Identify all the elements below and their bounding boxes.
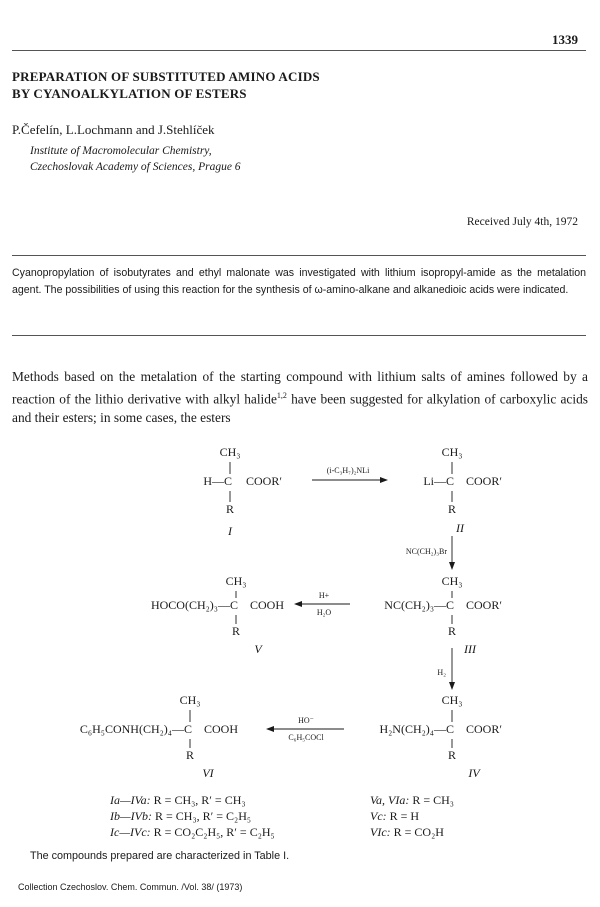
compound-I-top: CH₃: [219, 445, 241, 459]
compound-VI-top: CH₃: [179, 693, 201, 707]
compound-IV-left: H₂N(CH₂)₄—C: [379, 722, 454, 736]
compound-III-right: COOR′: [466, 598, 502, 612]
body-part-2: have been suggested for alkylation of carboxylic acids and their esters; in some cases, the esters: [12, 391, 588, 426]
definition-row: [110, 792, 275, 808]
arrow-1-head: [380, 477, 388, 483]
page-number: 1339: [552, 32, 578, 47]
affiliation: [30, 143, 241, 175]
received-date: Received July 4th, 1972: [466, 216, 578, 228]
compound-III-left: NC(CH₂)₃—C: [384, 598, 454, 612]
compound-VI-left: C₆H₅CONH(CH₂)₄—C: [79, 722, 192, 736]
reagent-5b: C₆H₅COCl: [288, 733, 324, 742]
compound-II-bottom: R: [447, 502, 457, 516]
definition-text: R = CH₃, R′ = C₂H₅: [152, 809, 252, 823]
compound-II-left: Li—C: [423, 474, 454, 488]
abstract: Cyanopropylation of isobutyrates and ethyl malonate was investigated with lithium isopropyl-amide as the metalation agent. The possibilities of using this reaction for the synthesis of ω-amino-alkane and alkanedioic acids were indicated.: [12, 267, 586, 296]
table-note: The compounds prepared are characterized in Table I.: [30, 850, 290, 862]
definition-row: [110, 808, 275, 824]
definition-row: [370, 792, 454, 808]
definition-row: [370, 824, 454, 840]
compound-I: [203, 445, 282, 538]
affiliation-line-1: Institute of Macromolecular Chemistry,: [30, 145, 212, 157]
compound-II-right: COOR′: [466, 474, 502, 488]
compound-V-left: HOCO(CH₂)₃—C: [150, 598, 238, 612]
title-line-2: BY CYANOALKYLATION OF ESTERS: [12, 86, 247, 101]
journal-footer: Collection Czechoslov. Chem. Commun. /Vol. 38/ (1973): [18, 882, 243, 892]
compound-III-top: CH₃: [441, 574, 463, 588]
arrow-4-head: [449, 682, 455, 690]
compound-V-top: CH₃: [225, 574, 247, 588]
arrow-3-head: [294, 601, 302, 607]
compound-III-label: III: [464, 642, 476, 656]
compound-I-left: H—C: [203, 474, 232, 488]
reference-superscript: 1,2: [276, 391, 287, 400]
compound-II-top: CH₃: [441, 445, 463, 459]
abstract-bottom-rule: [12, 335, 586, 336]
compound-I-label: I: [228, 524, 232, 538]
abstract-top-rule: [12, 255, 586, 256]
definition-label: Ib—IVb:: [110, 809, 152, 823]
compound-II: [423, 445, 502, 535]
authors: P.Čefelín, L.Lochmann and J.Stehlíček: [12, 122, 215, 137]
compound-V: [151, 574, 284, 656]
affiliation-line-2: Czechoslovak Academy of Sciences, Prague 6: [30, 161, 241, 173]
definition-text: R = H: [386, 809, 420, 823]
header-rule: [12, 50, 586, 51]
title-line-1: PREPARATION OF SUBSTITUTED AMINO ACIDS: [12, 69, 320, 84]
reagent-3b: H₂O: [316, 608, 332, 617]
compound-VI-label: VI: [202, 766, 214, 780]
definitions-left: [110, 792, 275, 840]
definition-row: [370, 808, 454, 824]
definition-label: VIc:: [370, 825, 391, 839]
definition-label: Ia—IVa:: [110, 793, 151, 807]
reagent-4: H₂: [437, 668, 446, 677]
compound-III-bottom: R: [447, 624, 457, 638]
reagent-3a: H+: [318, 591, 330, 600]
compound-III: [384, 574, 502, 656]
compound-V-bottom: R: [231, 624, 241, 638]
definition-text: R = CH₃, R′ = CH₃: [150, 793, 246, 807]
definition-label: Ic—IVc:: [110, 825, 151, 839]
arrow-2-head: [449, 562, 455, 570]
definition-text: R = CO₂C₂H₅, R′ = C₂H₅: [150, 825, 275, 839]
compound-V-label: V: [254, 642, 262, 656]
compound-VI-right: COOH: [204, 722, 239, 736]
arrow-2: [406, 536, 455, 570]
definition-label: Vc:: [370, 809, 387, 823]
reagent-5a: HO⁻: [298, 716, 314, 725]
article-title: [12, 68, 320, 102]
compound-IV-bottom: R: [447, 748, 457, 762]
compound-IV: [379, 693, 502, 780]
arrow-4: [437, 648, 455, 690]
definitions-right: [370, 792, 454, 840]
body-paragraph: [12, 367, 588, 427]
arrow-5: [266, 716, 344, 742]
compound-IV-right: COOR′: [466, 722, 502, 736]
compound-VI: [80, 693, 238, 780]
definition-text: R = CO₂H: [390, 825, 444, 839]
arrow-5-head: [266, 726, 274, 732]
compound-IV-label: IV: [468, 766, 480, 780]
body-part-1: Methods based on the metalation of the starting compound with lithium salts of amines followed by a reaction of the lithio derivative with alkyl halide: [12, 369, 588, 407]
arrow-1: [312, 466, 388, 483]
arrow-3: [294, 591, 350, 617]
compound-II-label: II: [456, 521, 464, 535]
definition-row: [110, 824, 275, 840]
compound-I-right: COOR′: [246, 474, 282, 488]
compound-I-bottom: R: [225, 502, 235, 516]
reagent-2: NC(CH₂)₃Br: [405, 547, 447, 556]
reagent-1: (i-C₃H₇)₂NLi: [326, 466, 370, 475]
compound-V-right: COOH: [250, 598, 285, 612]
reaction-scheme: [0, 440, 600, 800]
definition-label: Va, VIa:: [370, 793, 410, 807]
compound-VI-bottom: R: [185, 748, 195, 762]
compound-IV-top: CH₃: [441, 693, 463, 707]
definition-text: R = CH₃: [409, 793, 454, 807]
